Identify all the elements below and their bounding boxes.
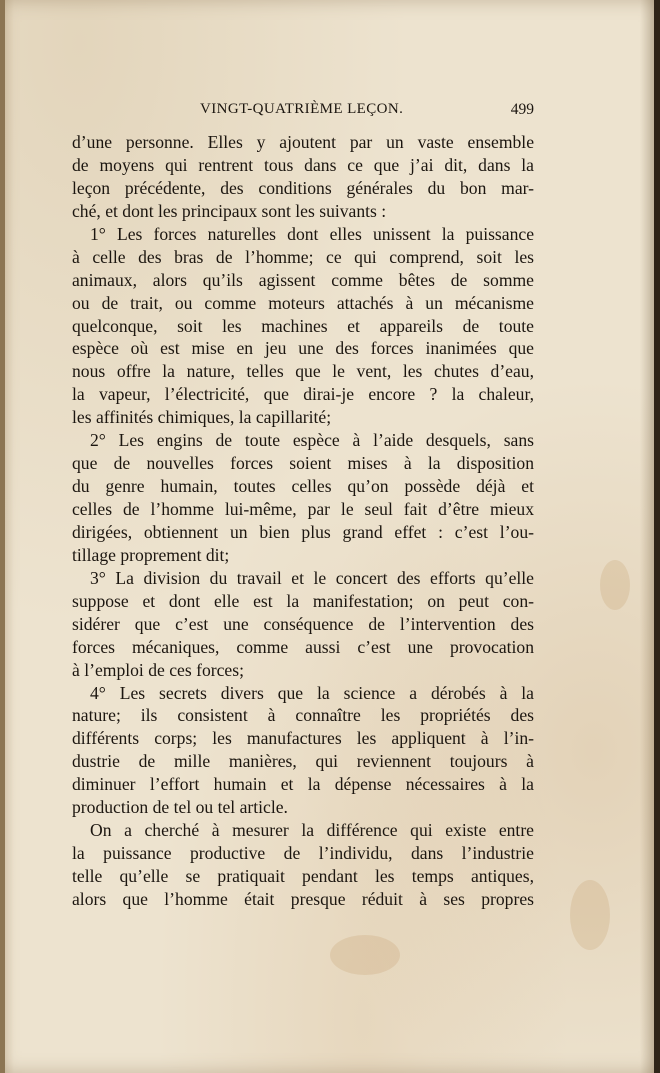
- text-line: la puissance productive de l’individu, dans l’industrie: [72, 843, 534, 864]
- text-line: ou de trait, ou comme moteurs attachés à un mécanisme: [72, 292, 534, 313]
- text-line: 2° Les engins de toute espèce à l’aide desquels, sans: [90, 430, 534, 451]
- text-line: 4° Les secrets divers que la science a dérobés à la: [90, 682, 534, 703]
- text-line: celles de l’homme lui-même, par le seul fait d’être mieux: [72, 499, 534, 519]
- paper-stain: [600, 560, 630, 610]
- text-line: à l’emploi de ces forces;: [72, 659, 244, 680]
- text-line: que de nouvelles forces soient mises à la disposition: [72, 453, 534, 474]
- text-line: animaux, alors qu’ils agissent comme bêtes de somme: [72, 269, 534, 290]
- page-header: [72, 101, 534, 125]
- text-line: suppose et dont elle est la manifestation; on peut con-: [72, 590, 534, 611]
- text-line: nature; ils consistent à connaître les propriétés des: [72, 705, 534, 726]
- page-left-edge: [0, 0, 5, 1073]
- text-line: du genre humain, toutes celles qu’on possède déjà et: [72, 476, 534, 497]
- text-line: tillage proprement dit;: [72, 544, 230, 565]
- text-line: d’une personne. Elles y ajoutent par un vaste ensemble: [72, 132, 534, 152]
- text-line: la vapeur, l’électricité, que dirai-je encore ? la chaleur,: [72, 384, 534, 405]
- paper-stain: [570, 880, 610, 950]
- text-line: de moyens qui rentrent tous dans ce que j’ai dit, dans la: [72, 154, 534, 175]
- text-line: production de tel ou tel article.: [72, 797, 288, 818]
- text-line: différents corps; les manufactures les appliquent à l’in-: [72, 728, 534, 749]
- text-line: espèce où est mise en jeu une des forces inanimées que: [72, 338, 534, 359]
- body-text: [72, 131, 534, 911]
- text-line: nous offre la nature, telles que le vent, les chutes d’eau,: [72, 361, 534, 382]
- text-line: quelconque, soit les machines et appareils de toute: [72, 315, 534, 336]
- text-line: forces mécaniques, comme aussi c’est une provocation: [72, 636, 534, 657]
- text-line: 3° La division du travail et le concert des efforts qu’elle: [90, 567, 534, 588]
- page-right-edge: [654, 0, 660, 1073]
- text-line: 1° Les forces naturelles dont elles unissent la puissance: [90, 223, 534, 244]
- text-line: diminuer l’effort humain et la dépense nécessaires à la: [72, 774, 534, 795]
- text-line: les affinités chimiques, la capillarité;: [72, 407, 332, 428]
- text-line: à celle des bras de l’homme; ce qui comprend, soit les: [72, 246, 534, 267]
- running-title: VINGT-QUATRIÈME LEÇON.: [200, 101, 404, 117]
- text-line: leçon précédente, des conditions générales du bon mar-: [72, 177, 534, 198]
- text-line: alors que l’homme était presque réduit à ses propres: [72, 888, 534, 909]
- text-line: telle qu’elle se pratiquait pendant les temps antiques,: [72, 866, 534, 886]
- text-line: ché, et dont les principaux sont les suivants :: [72, 200, 387, 221]
- text-line: dustrie de mille manières, qui reviennent toujours à: [72, 751, 534, 772]
- text-line: dirigées, obtiennent un bien plus grand effet : c’est l’ou-: [72, 521, 534, 542]
- page-number: 499: [510, 101, 534, 118]
- text-line: On a cherché à mesurer la différence qui existe entre: [90, 820, 534, 841]
- paper-stain: [330, 935, 400, 975]
- text-line: sidérer que c’est une conséquence de l’intervention des: [72, 613, 534, 634]
